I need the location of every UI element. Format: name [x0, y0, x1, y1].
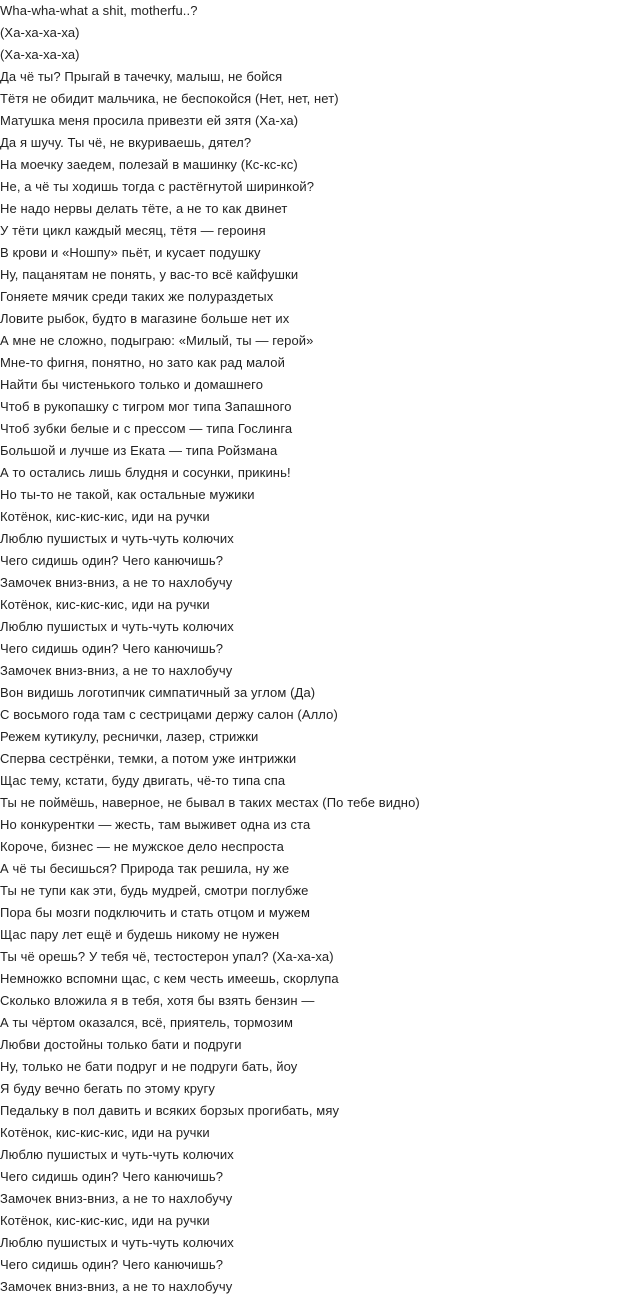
lyric-line: Большой и лучше из Еката — типа Ройзмана	[0, 443, 278, 458]
lyric-line: На моечку заедем, полезай в машинку (Кс-кс-кс)	[0, 157, 298, 172]
lyric-line: Люблю пушистых и чуть-чуть колючих	[0, 619, 234, 634]
lyric-line: Люблю пушистых и чуть-чуть колючих	[0, 531, 234, 546]
lyric-line: Замочек вниз-вниз, а не то нахлобучу	[0, 575, 233, 590]
lyric-line: Котёнок, кис-кис-кис, иди на ручки	[0, 509, 210, 524]
lyric-line: Котёнок, кис-кис-кис, иди на ручки	[0, 1125, 210, 1140]
lyric-line: Но ты-то не такой, как остальные мужики	[0, 487, 255, 502]
lyric-line: Я буду вечно бегать по этому кругу	[0, 1081, 215, 1096]
lyric-line: Да чё ты? Прыгай в тачечку, малыш, не бойся	[0, 69, 283, 84]
lyric-line: Ну, только не бати подруг и не подруги бать, йоу	[0, 1059, 298, 1074]
lyric-line: А ты чёртом оказался, всё, приятель, тормозим	[0, 1015, 293, 1030]
lyric-line: С восьмого года там с сестрицами держу салон (Алло)	[0, 707, 338, 722]
lyric-line: В крови и «Ношпу» пьёт, и кусает подушку	[0, 245, 261, 260]
lyric-line: Тётя не обидит мальчика, не беспокойся (Нет, нет, нет)	[0, 91, 339, 106]
lyric-line: Щас пару лет ещё и будешь никому не нужен	[0, 927, 280, 942]
lyric-line: Вон видишь логотипчик симпатичный за углом (Да)	[0, 685, 316, 700]
lyric-line: Замочек вниз-вниз, а не то нахлобучу	[0, 1279, 233, 1294]
lyric-line: Педальку в пол давить и всяких борзых прогибать, мяу	[0, 1103, 340, 1118]
lyric-line: А то остались лишь блудня и сосунки, прикинь!	[0, 465, 291, 480]
lyric-line: Матушка меня просила привезти ей зятя (Ха-ха)	[0, 113, 299, 128]
lyric-line: Сперва сестрёнки, темки, а потом уже интрижки	[0, 751, 297, 766]
lyric-line: Замочек вниз-вниз, а не то нахлобучу	[0, 663, 233, 678]
lyric-line: Чего сидишь один? Чего канючишь?	[0, 1257, 224, 1272]
lyric-line: Ловите рыбок, будто в магазине больше нет их	[0, 311, 290, 326]
lyric-line: Щас тему, кстати, буду двигать, чё-то типа спа	[0, 773, 286, 788]
lyric-line: Пора бы мозги подключить и стать отцом и мужем	[0, 905, 310, 920]
lyric-line: Любви достойны только бати и подруги	[0, 1037, 242, 1052]
lyric-line: Ты чё орешь? У тебя чё, тестостерон упал? (Ха-ха-ха)	[0, 949, 334, 964]
lyric-line: А мне не сложно, подыграю: «Милый, ты — герой»	[0, 333, 314, 348]
lyric-line: Замочек вниз-вниз, а не то нахлобучу	[0, 1191, 233, 1206]
lyric-line: Короче, бизнес — не мужское дело неспроста	[0, 839, 284, 854]
lyric-line: У тёти цикл каждый месяц, тётя — героиня	[0, 223, 266, 238]
lyric-line: Котёнок, кис-кис-кис, иди на ручки	[0, 1213, 210, 1228]
lyric-line: Гоняете мячик среди таких же полураздетых	[0, 289, 274, 304]
lyric-line: Немножко вспомни щас, с кем честь имеешь, скорлупа	[0, 971, 339, 986]
lyric-line: Котёнок, кис-кис-кис, иди на ручки	[0, 597, 210, 612]
lyric-line: Люблю пушистых и чуть-чуть колючих	[0, 1235, 234, 1250]
lyric-line: Чтоб в рукопашку с тигром мог типа Запашного	[0, 399, 292, 414]
lyric-line: Чего сидишь один? Чего канючишь?	[0, 553, 224, 568]
lyric-line: Люблю пушистых и чуть-чуть колючих	[0, 1147, 234, 1162]
lyric-line: Чего сидишь один? Чего канючишь?	[0, 641, 224, 656]
lyric-line: Режем кутикулу, реснички, лазер, стрижки	[0, 729, 259, 744]
lyric-line: Но конкурентки — жесть, там выживет одна из ста	[0, 817, 311, 832]
lyric-line: Найти бы чистенького только и домашнего	[0, 377, 264, 392]
lyric-line: Чтоб зубки белые и с прессом — типа Гослинга	[0, 421, 293, 436]
lyric-line: Мне-то фигня, понятно, но зато как рад малой	[0, 355, 285, 370]
lyric-line: Ты не поймёшь, наверное, не бывал в таких местах (По тебе видно)	[0, 795, 420, 810]
lyric-line: Wha-wha-what a shit, motherfu..?	[0, 3, 198, 18]
lyric-line: Ну, пацанятам не понять, у вас-то всё кайфушки	[0, 267, 299, 282]
lyric-line: (Ха-ха-ха-ха)	[0, 25, 80, 40]
lyric-line: (Ха-ха-ха-ха)	[0, 47, 80, 62]
lyric-line: Не надо нервы делать тёте, а не то как двинет	[0, 201, 288, 216]
lyric-line: А чё ты бесишься? Природа так решила, ну же	[0, 861, 290, 876]
lyric-line: Чего сидишь один? Чего канючишь?	[0, 1169, 224, 1184]
lyric-line: Да я шучу. Ты чё, не вкуриваешь, дятел?	[0, 135, 252, 150]
lyric-line: Ты не тупи как эти, будь мудрей, смотри поглубже	[0, 883, 309, 898]
lyric-line: Сколько вложила я в тебя, хотя бы взять бензин —	[0, 993, 315, 1008]
lyric-line: Не, а чё ты ходишь тогда с растёгнутой ширинкой?	[0, 179, 315, 194]
